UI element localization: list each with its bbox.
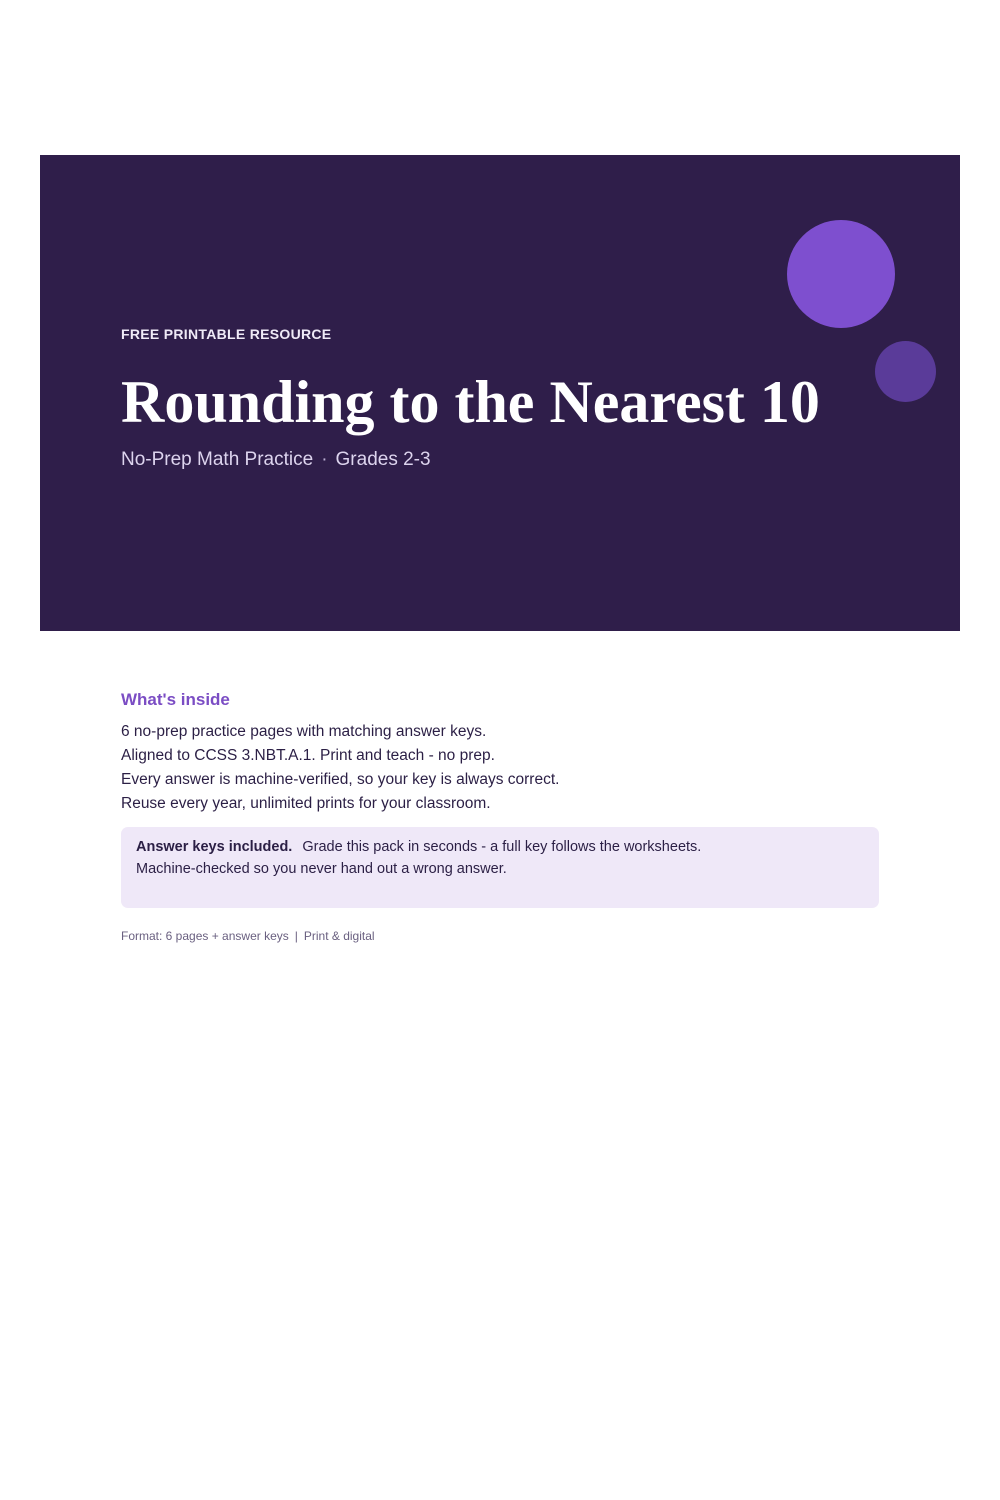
content-section <box>121 690 879 943</box>
subtitle-grades: Grades 2-3 <box>335 449 431 470</box>
list-item: 6 no-prep practice pages with matching answer keys. <box>121 723 487 740</box>
list-item: Every answer is machine-verified, so your key is always correct. <box>121 771 560 788</box>
decorative-circle-large <box>787 220 895 328</box>
answer-keys-callout <box>121 827 879 908</box>
callout-line-1 <box>136 836 864 858</box>
whats-inside-heading: What's inside <box>121 690 230 709</box>
format-info: Format: 6 pages + answer keys <box>121 929 289 943</box>
hero-eyebrow: FREE PRINTABLE RESOURCE <box>121 326 332 342</box>
hero-subtitle <box>121 449 431 471</box>
meta-divider: | <box>294 929 298 943</box>
page-title: Rounding to the Nearest 10 <box>121 369 820 435</box>
hero-banner <box>40 155 960 631</box>
decorative-circle-small <box>875 341 936 402</box>
format-meta <box>121 929 879 943</box>
list-item: Aligned to CCSS 3.NBT.A.1. Print and teach - no prep. <box>121 747 495 764</box>
list-item: Reuse every year, unlimited prints for your classroom. <box>121 795 491 812</box>
callout-lead: Answer keys included. <box>136 839 293 855</box>
subtitle-separator: · <box>321 449 328 470</box>
callout-text-2: Machine-checked so you never hand out a wrong answer. <box>136 861 507 877</box>
feature-list <box>121 720 879 816</box>
subtitle-product-type: No-Prep Math Practice <box>121 449 314 470</box>
callout-text-1: Grade this pack in seconds - a full key follows the worksheets. <box>302 839 702 855</box>
delivery-info: Print & digital <box>303 929 375 943</box>
